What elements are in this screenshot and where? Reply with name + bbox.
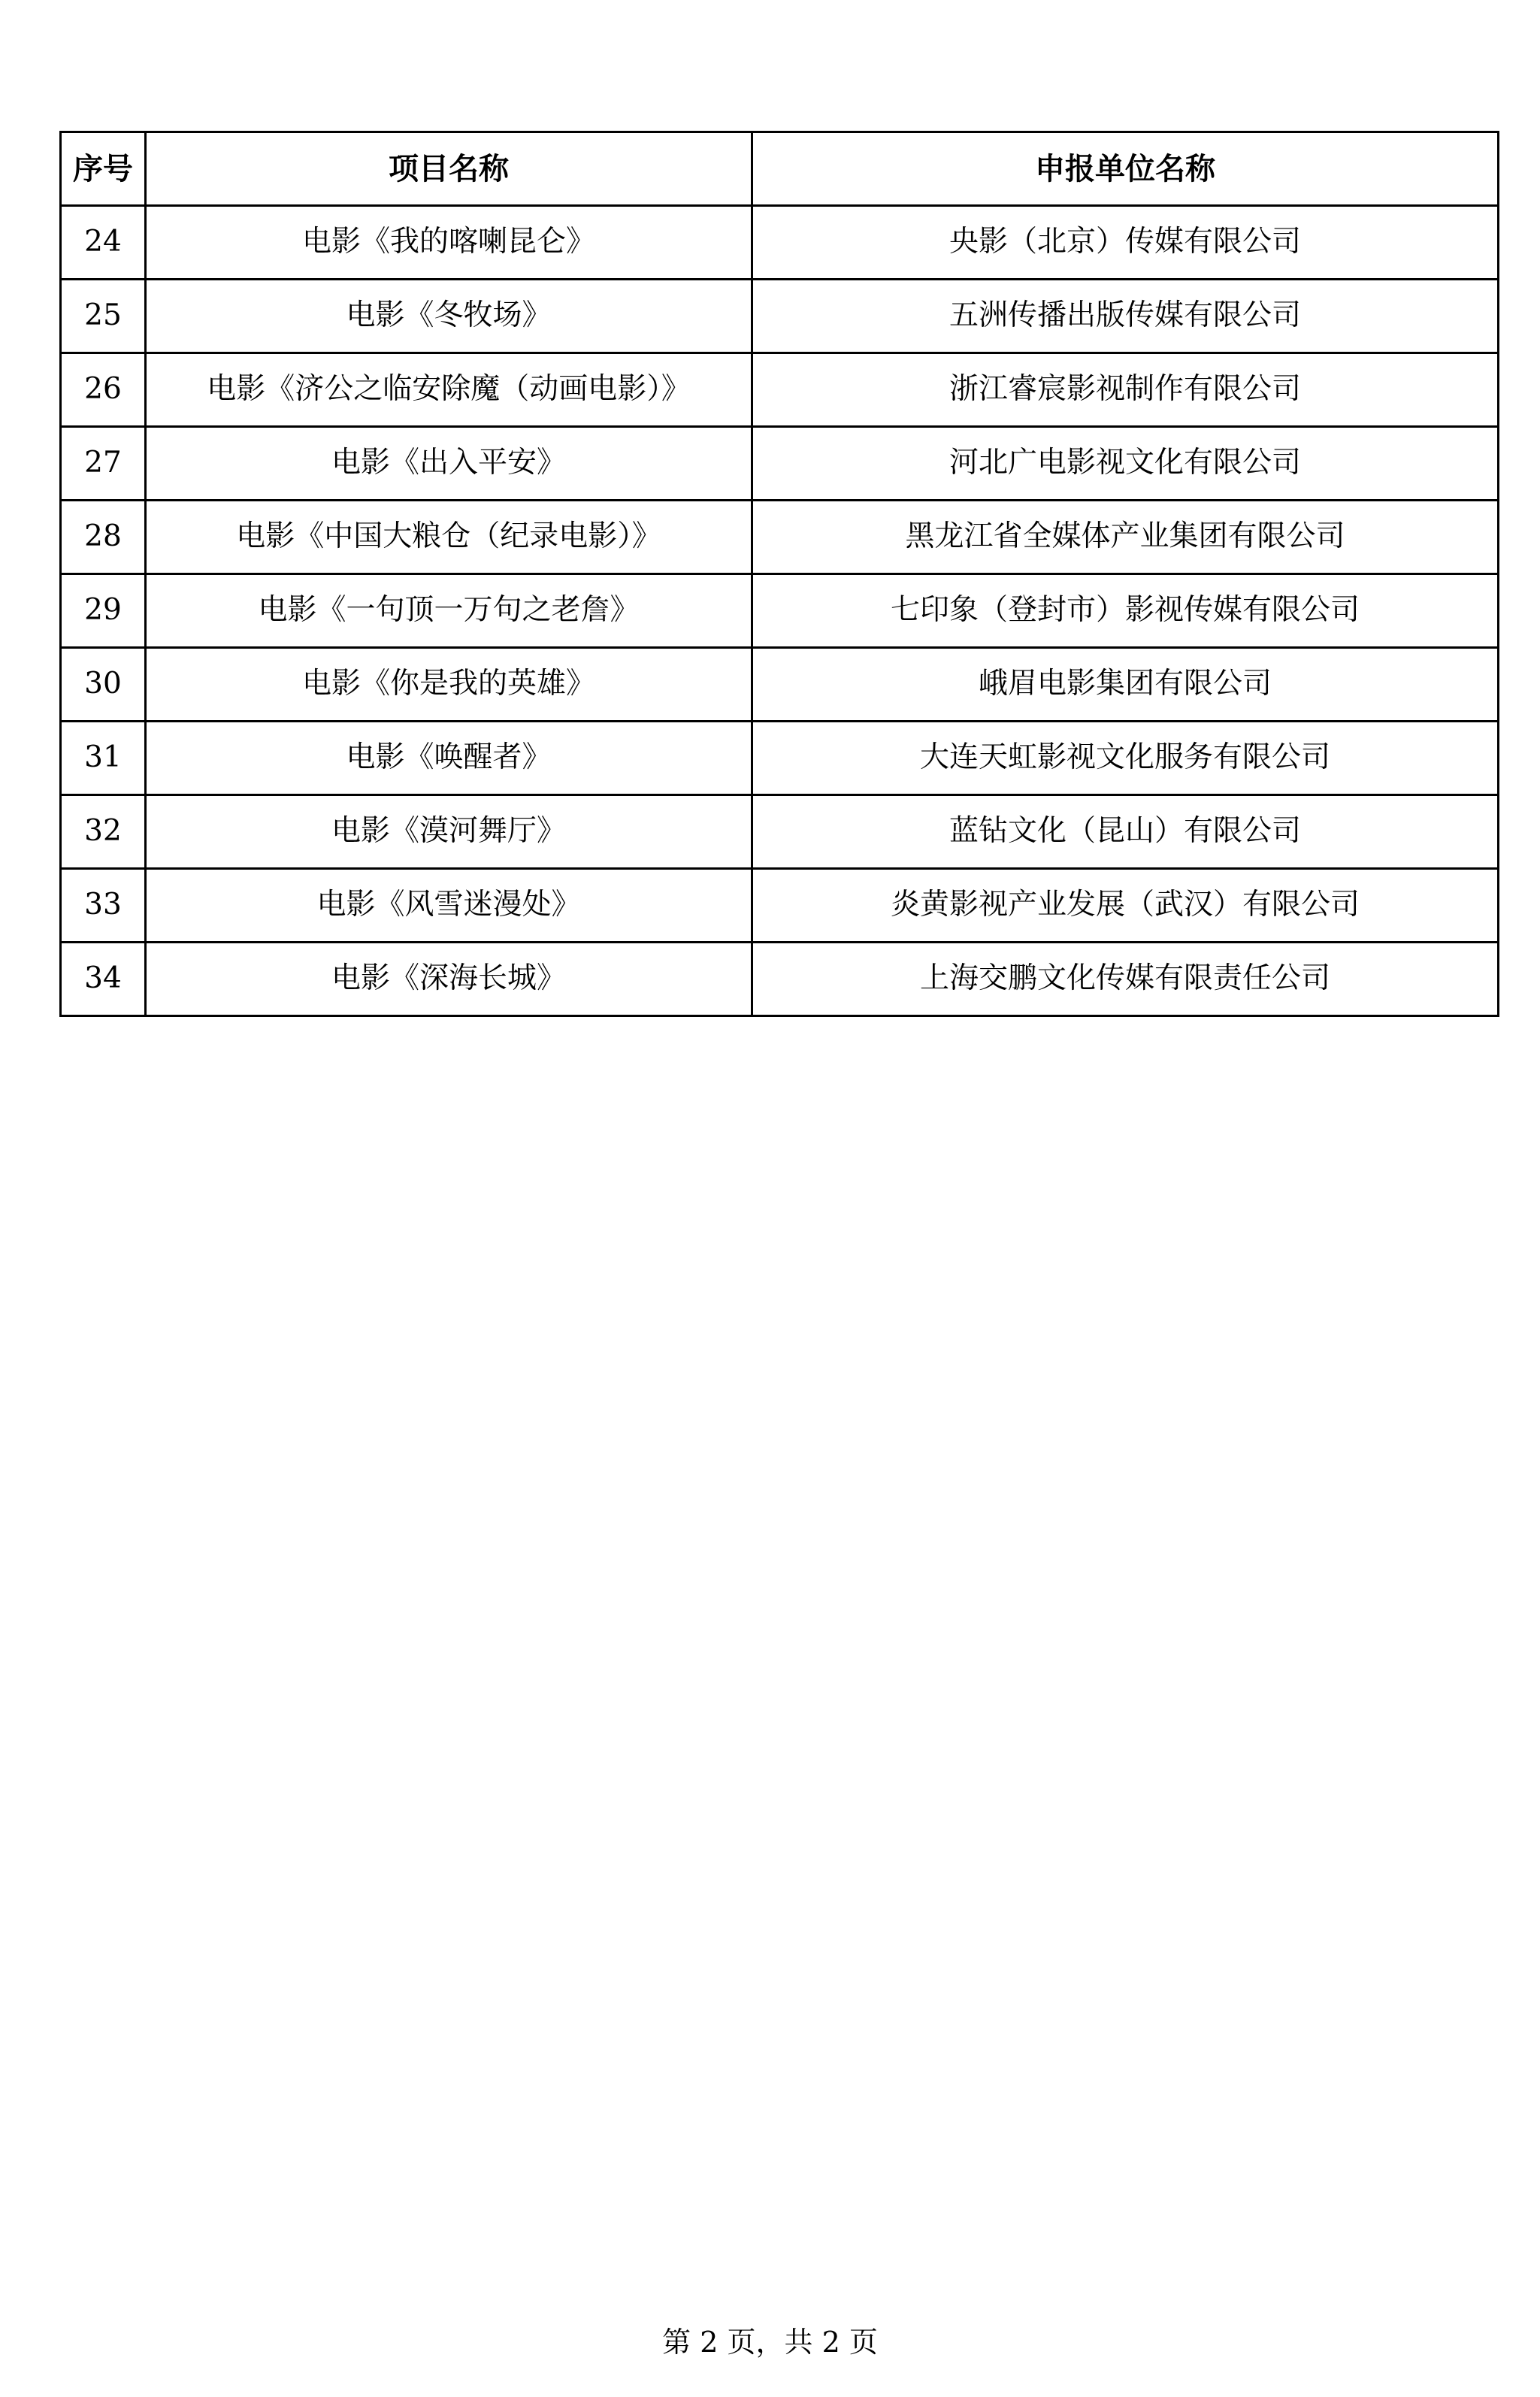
cell-project-name: 电影《出入平安》 [146, 427, 752, 501]
cell-seq: 34 [61, 943, 146, 1016]
cell-seq: 27 [61, 427, 146, 501]
cell-seq: 32 [61, 795, 146, 869]
cell-seq: 31 [61, 722, 146, 795]
header-project-name: 项目名称 [146, 132, 752, 206]
cell-applicant-unit: 蓝钻文化（昆山）有限公司 [752, 795, 1499, 869]
page-footer: 第 2 页，共 2 页 [662, 2326, 878, 2359]
header-applicant-unit: 申报单位名称 [752, 132, 1499, 206]
table-row [61, 280, 1499, 353]
table-row [61, 427, 1499, 501]
cell-seq: 33 [61, 869, 146, 943]
cell-seq: 30 [61, 648, 146, 722]
cell-applicant-unit: 七印象（登封市）影视传媒有限公司 [752, 574, 1499, 648]
table-row [61, 353, 1499, 427]
header-seq: 序号 [61, 132, 146, 206]
table-row [61, 206, 1499, 280]
cell-applicant-unit: 五洲传播出版传媒有限公司 [752, 280, 1499, 353]
cell-project-name: 电影《风雪迷漫处》 [146, 869, 752, 943]
project-table [59, 131, 1499, 1017]
cell-applicant-unit: 黑龙江省全媒体产业集团有限公司 [752, 501, 1499, 574]
cell-seq: 28 [61, 501, 146, 574]
cell-project-name: 电影《一句顶一万句之老詹》 [146, 574, 752, 648]
cell-project-name: 电影《漠河舞厅》 [146, 795, 752, 869]
cell-project-name: 电影《中国大粮仓（纪录电影）》 [146, 501, 752, 574]
table-header [61, 132, 1499, 206]
cell-applicant-unit: 峨眉电影集团有限公司 [752, 648, 1499, 722]
cell-applicant-unit: 浙江睿宸影视制作有限公司 [752, 353, 1499, 427]
cell-applicant-unit: 炎黄影视产业发展（武汉）有限公司 [752, 869, 1499, 943]
cell-seq: 25 [61, 280, 146, 353]
cell-seq: 26 [61, 353, 146, 427]
cell-project-name: 电影《深海长城》 [146, 943, 752, 1016]
table-row [61, 795, 1499, 869]
table-row [61, 943, 1499, 1016]
cell-project-name: 电影《我的喀喇昆仑》 [146, 206, 752, 280]
cell-applicant-unit: 河北广电影视文化有限公司 [752, 427, 1499, 501]
cell-seq: 29 [61, 574, 146, 648]
cell-project-name: 电影《冬牧场》 [146, 280, 752, 353]
table-body [61, 206, 1499, 1016]
cell-applicant-unit: 上海交鹏文化传媒有限责任公司 [752, 943, 1499, 1016]
table-row [61, 648, 1499, 722]
table-row [61, 869, 1499, 943]
table-row [61, 574, 1499, 648]
header-row [61, 132, 1499, 206]
cell-project-name: 电影《你是我的英雄》 [146, 648, 752, 722]
cell-seq: 24 [61, 206, 146, 280]
cell-applicant-unit: 央影（北京）传媒有限公司 [752, 206, 1499, 280]
cell-applicant-unit: 大连天虹影视文化服务有限公司 [752, 722, 1499, 795]
cell-project-name: 电影《唤醒者》 [146, 722, 752, 795]
table-row [61, 501, 1499, 574]
cell-project-name: 电影《济公之临安除魔（动画电影）》 [146, 353, 752, 427]
table-row [61, 722, 1499, 795]
